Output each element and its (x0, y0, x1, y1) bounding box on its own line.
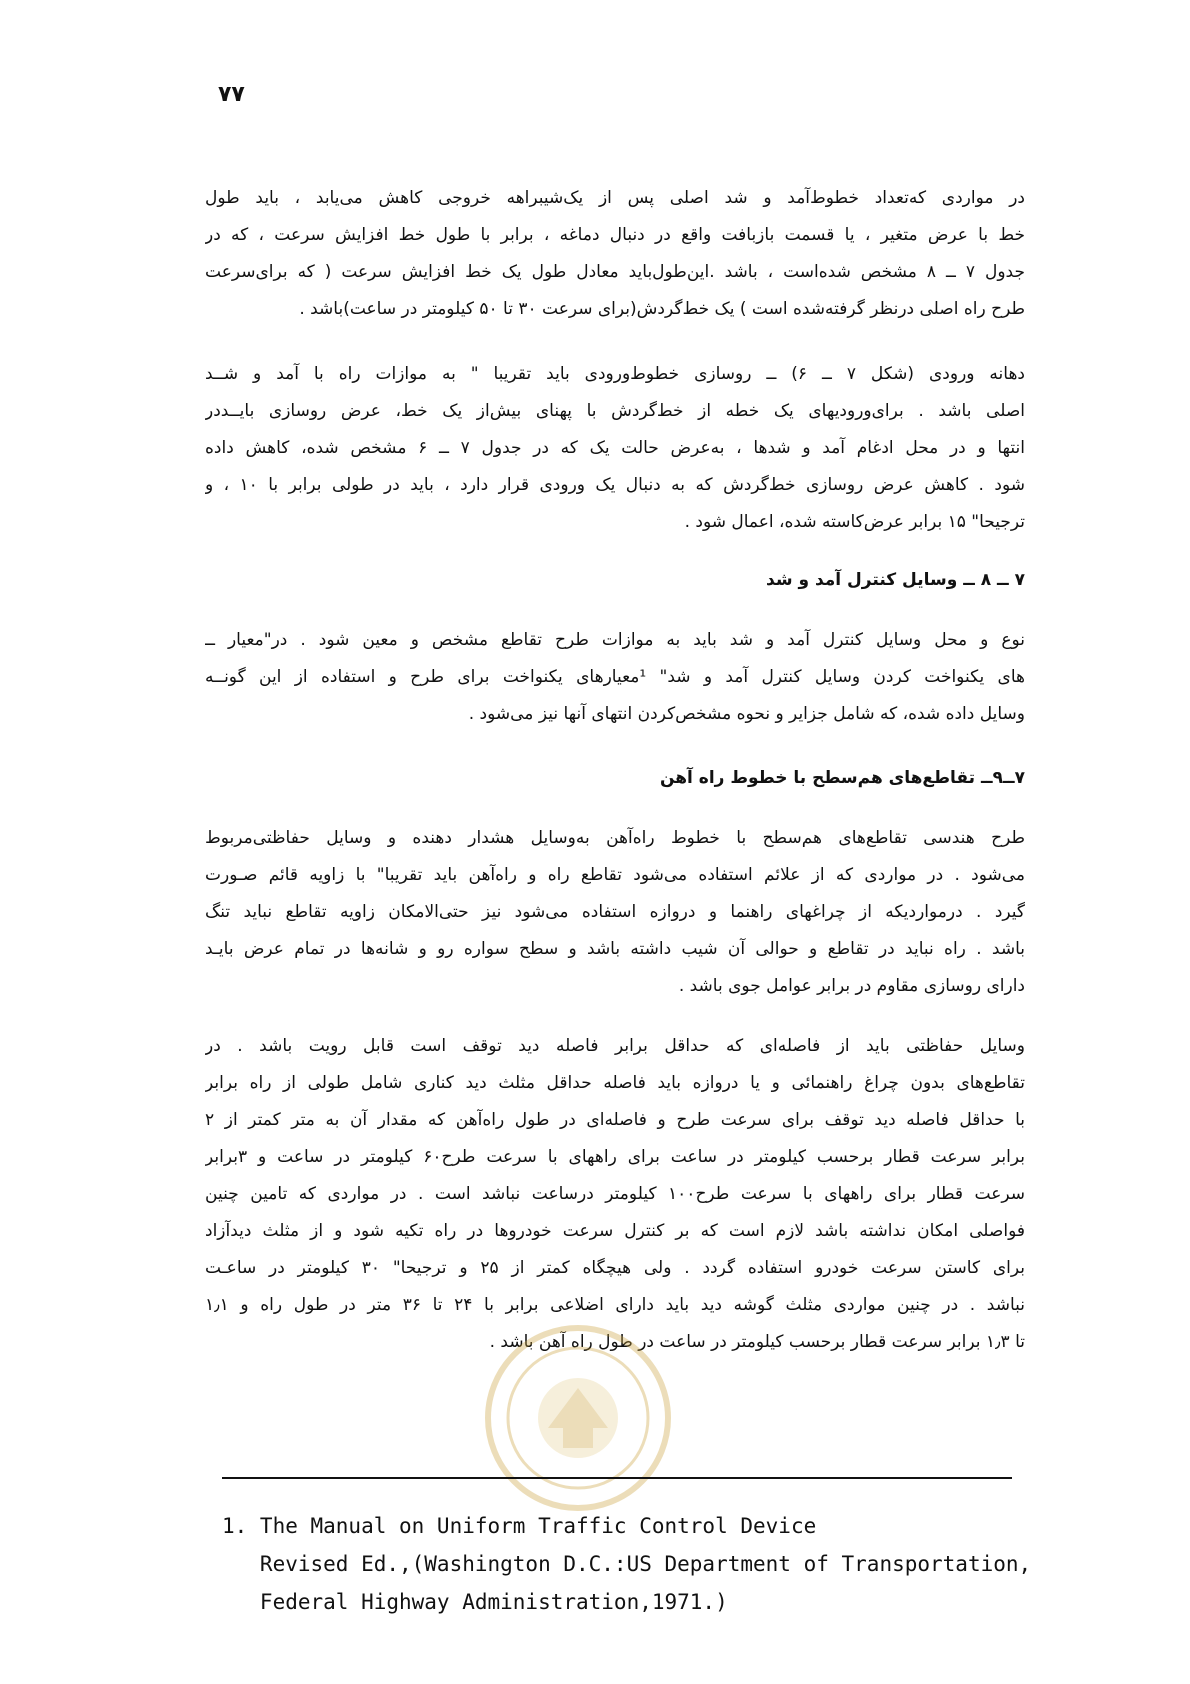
paragraph-line: وسایل داده شده، که شامل جزایر و نحوه مشخص‌کردن انتهای آنها نیز می‌شود . (468, 704, 1025, 724)
library-seal-watermark-icon (478, 1318, 678, 1518)
paragraph-line: در مواردی که‌تعداد خطوط‌آمد و شد اصلی پس از یک‌شیبراهه خروجی کاهش می‌یابد ، باید طول (205, 188, 1025, 208)
paragraph-line: تقاطع‌های بدون چراغ راهنمائی و یا دروازه باید فاصله حداقل مثلث دید کناری شامل طولی از راه برابر (205, 1073, 1025, 1093)
footnote-line: 1. The Manual on Uniform Traffic Control Device (222, 1514, 817, 1538)
paragraph-line: برابر سرعت قطار برحسب کیلومتر در ساعت برای راههای با سرعت طرح۶۰ کیلومتر در ساعت و ۳برابر (205, 1147, 1025, 1167)
paragraph-1 (205, 180, 1025, 328)
paragraph-2 (205, 356, 1025, 541)
section-heading-7-9: ۷ــ۹ــ تقاطع‌های هم‌سطح با خطوط راه آهن (659, 768, 1025, 788)
paragraph-line: فواصلی امکان نداشته باشد لازم است که بر کنترل سرعت خودروها در راه تکیه شود و از مثلث دیدآزاد (205, 1221, 1025, 1241)
paragraph-line: خط با عرض متغیر ، یا قسمت بازبافت واقع در دنبال دماغه ، برابر با طول خط افزایش سرعت ، که در (205, 225, 1025, 245)
paragraph-line: اصلی باشد . برای‌ورودیهای یک خطه از خط‌گردش با پهنای بیش‌از یک خط، عرض روسازی بایــددر (205, 401, 1025, 421)
paragraph-line: تا ۱٫۳ برابر سرعت قطار برحسب کیلومتر در ساعت در طول راه آهن باشد . (489, 1332, 1025, 1352)
paragraph-line: گیرد . درمواردیکه از چراغهای راهنما و دروازه استفاده می‌شود نیز حتی‌الامکان زاویه تقاطع نباید تنگ (205, 902, 1025, 922)
footnote-line: Revised Ed.,(Washington D.C.:US Department of Transportation, (222, 1552, 1032, 1576)
paragraph-line: با حداقل فاصله دید توقف برای سرعت طرح و فاصله‌ای در طول راه‌آهن که مقدار آن به متر کمتر از ۲ (205, 1110, 1025, 1130)
paragraph-line: باشد . راه نباید در تقاطع و حوالی آن شیب داشته باشد و سطح سواره رو و شانه‌ها در تمام عرض بایـد (205, 939, 1025, 959)
paragraph-line: ترجیحا" ۱۵ برابر عرض‌کاسته شده، اعمال شود . (684, 512, 1025, 532)
paragraph-line: طرح هندسی تقاطع‌های هم‌سطح با خطوط راه‌آهن به‌وسایل هشدار دهنده و وسایل حفاظتی‌مربوط (205, 828, 1025, 848)
paragraph-4 (205, 820, 1025, 1005)
footnote-divider (222, 1477, 1012, 1479)
footnote (222, 1507, 1032, 1621)
section-heading-7-8: ۷ ــ ۸ ــ وسایل کنترل آمد و شد (766, 570, 1025, 590)
paragraph-line: نباشد . در چنین مواردی مثلث گوشه دید باید دارای اضلاعی برابر با ۲۴ تا ۳۶ متر در طول راه و ۱٫۱ (205, 1295, 1025, 1315)
paragraph-line: دارای روسازی مقاوم در برابر عوامل جوی باشد . (678, 976, 1025, 996)
paragraph-line: نوع و محل وسایل کنترل آمد و شد باید به موازات طرح تقاطع مشخص و معین شود . در"معیار ــ (205, 630, 1025, 650)
paragraph-3 (205, 622, 1025, 733)
paragraph-line: جدول ۷ ــ ۸ مشخص شده‌است ، باشد .این‌طول‌باید معادل طول یک خط افزایش سرعت ( که برای‌سرعت (205, 262, 1025, 282)
paragraph-line: برای کاستن سرعت خودرو استفاده گردد . ولی هیچگاه کمتر از ۲۵ و ترجیحا" ۳۰ کیلومتر در ساعـت (205, 1258, 1025, 1278)
paragraph-line: شود . کاهش عرض روسازی خط‌گردش که به دنبال یک ورودی قرار دارد ، باید در طولی برابر با ۱۰ ، و (205, 475, 1025, 495)
paragraph-5 (205, 1028, 1025, 1361)
paragraph-line: سرعت قطار برای راههای با سرعت طرح۱۰۰ کیلومتر درساعت نباشد است . در مواردی که تامین چنین (205, 1184, 1025, 1204)
paragraph-line: های یکنواخت کردن وسایل کنترل آمد و شد" ¹معیارهای یکنواخت برای طرح و استفاده از این گونــه (205, 667, 1025, 687)
footnote-line: Federal Highway Administration,1971.) (222, 1590, 728, 1614)
paragraph-line: دهانه ورودی (شکل ۷ ــ ۶) ــ روسازی خطوط‌ورودی باید تقریبا " به موازات راه با آمد و شــد (205, 364, 1025, 384)
page-number: ۷۷ (218, 82, 245, 107)
paragraph-line: طرح راه اصلی درنظر گرفته‌شده است ) یک خط‌گردش(برای سرعت ۳۰ تا ۵۰ کیلومتر در ساعت)باشد . (299, 299, 1025, 319)
paragraph-line: انتها و در محل ادغام آمد و شدها ، به‌عرض حالت یک که در جدول ۷ ــ ۶ مشخص شده، کاهش داده (205, 438, 1025, 458)
paragraph-line: می‌شود . در مواردی که از علائم استفاده می‌شود تقاطع راه و راه‌آهن باید تقریبا" با زاویه قائم صـورت (205, 865, 1025, 885)
paragraph-line: وسایل حفاظتی باید از فاصله‌ای که حداقل برابر فاصله دید توقف است قابل رویت باشد . در (205, 1036, 1025, 1056)
